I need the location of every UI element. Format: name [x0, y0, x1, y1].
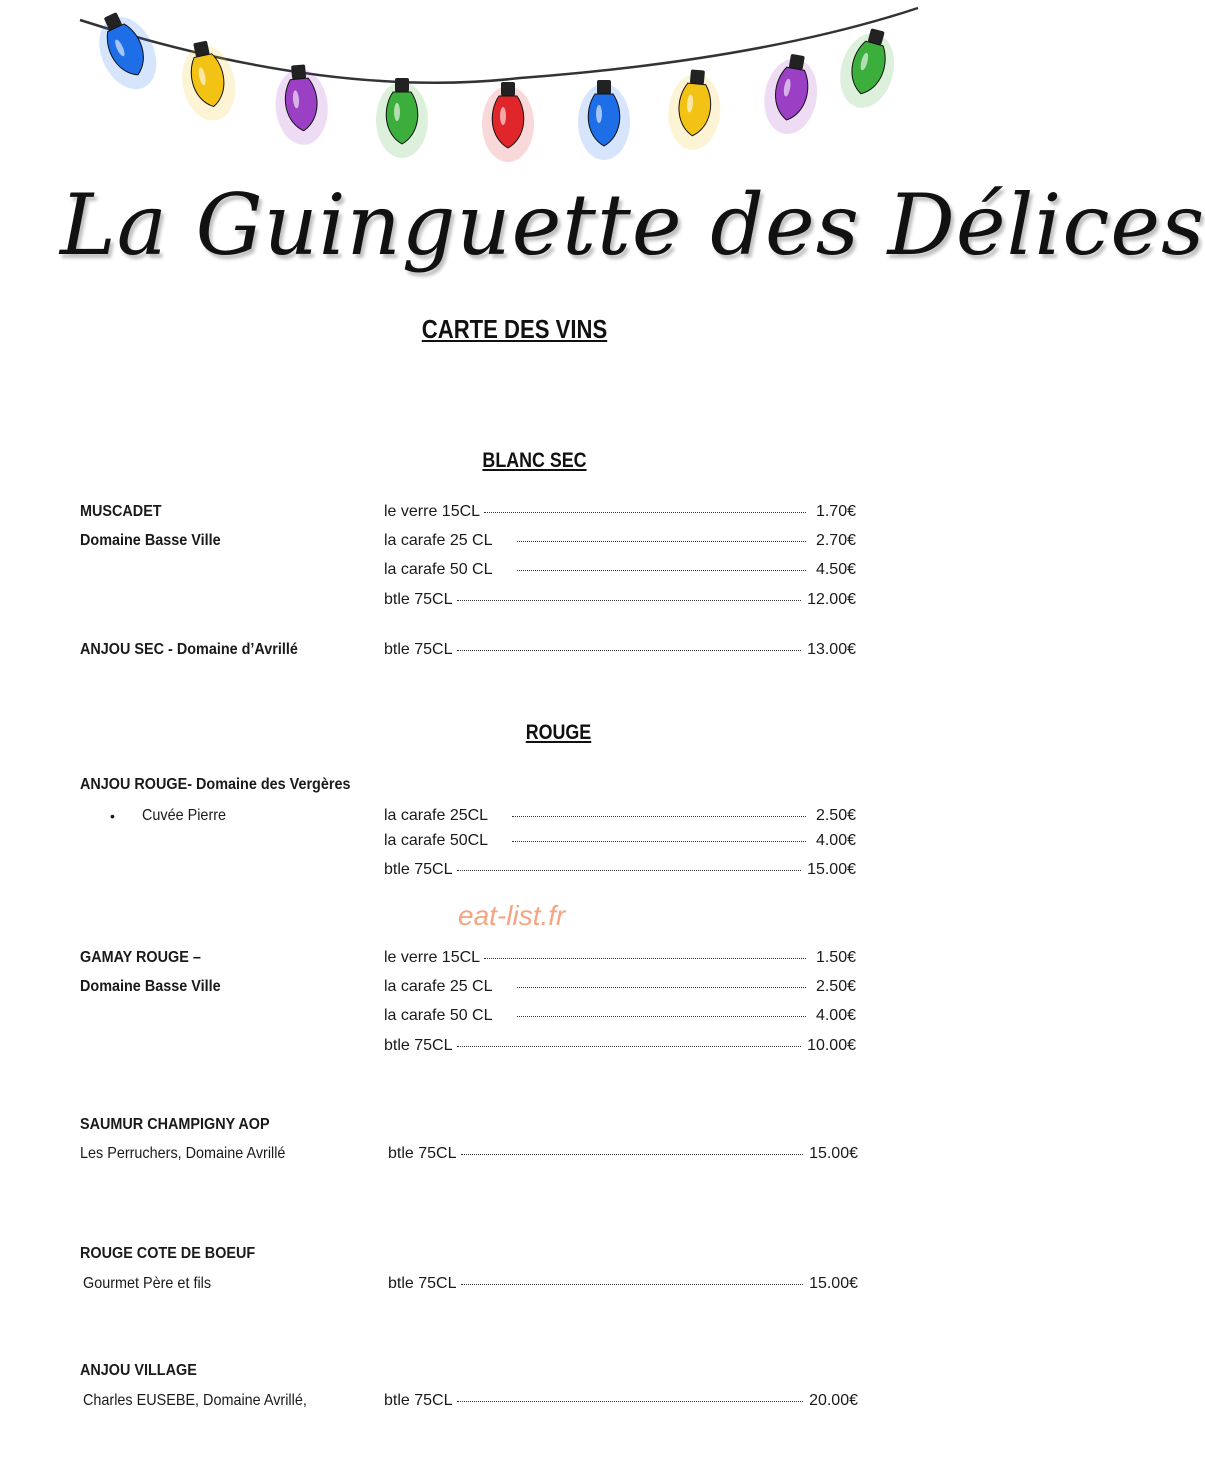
- price-line: [384, 532, 856, 550]
- price-value: 2.50€: [815, 978, 856, 995]
- price-label: le verre 15CL: [384, 949, 481, 966]
- price-value: 4.00€: [815, 832, 856, 849]
- price-value: 4.00€: [815, 1007, 856, 1024]
- wine-domain: Domaine Basse Ville: [80, 532, 221, 549]
- price-value: 15.00€: [807, 861, 856, 878]
- price-label: btle 75CL: [384, 591, 453, 608]
- leader-dots: [484, 512, 806, 513]
- leader-dots: [457, 870, 802, 871]
- leader-dots: [517, 1016, 806, 1017]
- wine-name: ROUGE COTE DE BOEUF: [80, 1245, 256, 1262]
- leader-dots: [512, 816, 806, 817]
- wine-domain: Charles EUSEBE, Domaine Avrillé,: [83, 1392, 307, 1409]
- wine-domain: Domaine Basse Ville: [80, 978, 221, 995]
- leader-dots: [517, 541, 806, 542]
- price-label: la carafe 25 CL: [384, 532, 493, 549]
- price-value: 1.70€: [815, 503, 856, 520]
- light-bulb-icon: [86, 4, 167, 98]
- leader-dots: [517, 987, 806, 988]
- leader-dots: [457, 1401, 804, 1402]
- price-line: [384, 861, 856, 879]
- watermark: eat-list.fr: [458, 900, 566, 931]
- wine-name: ANJOU VILLAGE: [80, 1362, 197, 1379]
- price-line: [384, 503, 856, 521]
- price-line: [384, 1007, 856, 1025]
- bullet-point: •: [110, 808, 115, 824]
- light-bulb-icon: [832, 23, 903, 114]
- price-label: btle 75CL: [384, 1392, 453, 1409]
- price-value: 15.00€: [809, 1275, 858, 1292]
- price-line: [384, 1392, 858, 1410]
- price-line: [384, 591, 856, 609]
- price-value: 10.00€: [807, 1037, 856, 1054]
- price-line: [384, 641, 856, 659]
- wine-domain: Les Perruchers, Domaine Avrillé: [80, 1145, 286, 1162]
- wine-name: SAUMUR CHAMPIGNY AOP: [80, 1116, 270, 1133]
- price-line: [384, 949, 856, 967]
- price-value: 2.70€: [815, 532, 856, 549]
- page-title: CARTE DES VINS: [421, 314, 608, 344]
- leader-dots: [457, 600, 802, 601]
- price-label: btle 75CL: [388, 1145, 457, 1162]
- price-value: 15.00€: [809, 1145, 858, 1162]
- light-bulb-icon: [759, 50, 824, 138]
- price-label: le verre 15CL: [384, 503, 481, 520]
- logo: La Guinguette des Délices: [60, 176, 1205, 274]
- price-value: 20.00€: [809, 1392, 858, 1409]
- light-bulb-icon: [665, 68, 724, 152]
- price-value: 4.50€: [815, 561, 856, 578]
- wine-domain: Gourmet Père et fils: [83, 1275, 212, 1292]
- price-value: 1.50€: [815, 949, 856, 966]
- leader-dots: [461, 1154, 804, 1155]
- light-bulb-icon: [376, 78, 428, 158]
- wine-name: GAMAY ROUGE –: [80, 949, 201, 966]
- leader-dots: [512, 841, 806, 842]
- price-label: btle 75CL: [384, 861, 453, 878]
- price-label: btle 75CL: [384, 641, 453, 658]
- price-label: la carafe 25 CL: [384, 978, 493, 995]
- price-value: 12.00€: [807, 591, 856, 608]
- leader-dots: [457, 650, 802, 651]
- wine-name: ANJOU SEC - Domaine d’Avrillé: [80, 641, 298, 658]
- price-line: [388, 1145, 858, 1163]
- leader-dots: [461, 1284, 804, 1285]
- leader-dots: [457, 1046, 802, 1047]
- price-line: [384, 807, 856, 825]
- price-line: [384, 832, 856, 850]
- price-label: la carafe 25CL: [384, 807, 489, 824]
- wine-name: MUSCADET: [80, 503, 162, 520]
- price-line: [384, 561, 856, 579]
- price-line: [384, 978, 856, 996]
- price-line: [388, 1275, 858, 1293]
- section-title-rouge: ROUGE: [525, 721, 592, 744]
- price-value: 13.00€: [807, 641, 856, 658]
- wine-name: ANJOU ROUGE- Domaine des Vergères: [80, 776, 351, 793]
- price-label: la carafe 50CL: [384, 832, 489, 849]
- wine-cuvee: Cuvée Pierre: [142, 807, 227, 824]
- leader-dots: [517, 570, 806, 571]
- light-bulb-icon: [578, 80, 630, 160]
- section-title-blanc-sec: BLANC SEC: [482, 449, 587, 472]
- price-label: la carafe 50 CL: [384, 1007, 493, 1024]
- price-label: btle 75CL: [384, 1037, 453, 1054]
- price-value: 2.50€: [815, 807, 856, 824]
- price-label: la carafe 50 CL: [384, 561, 493, 578]
- price-line: [384, 1037, 856, 1055]
- leader-dots: [484, 958, 806, 959]
- price-label: btle 75CL: [388, 1275, 457, 1292]
